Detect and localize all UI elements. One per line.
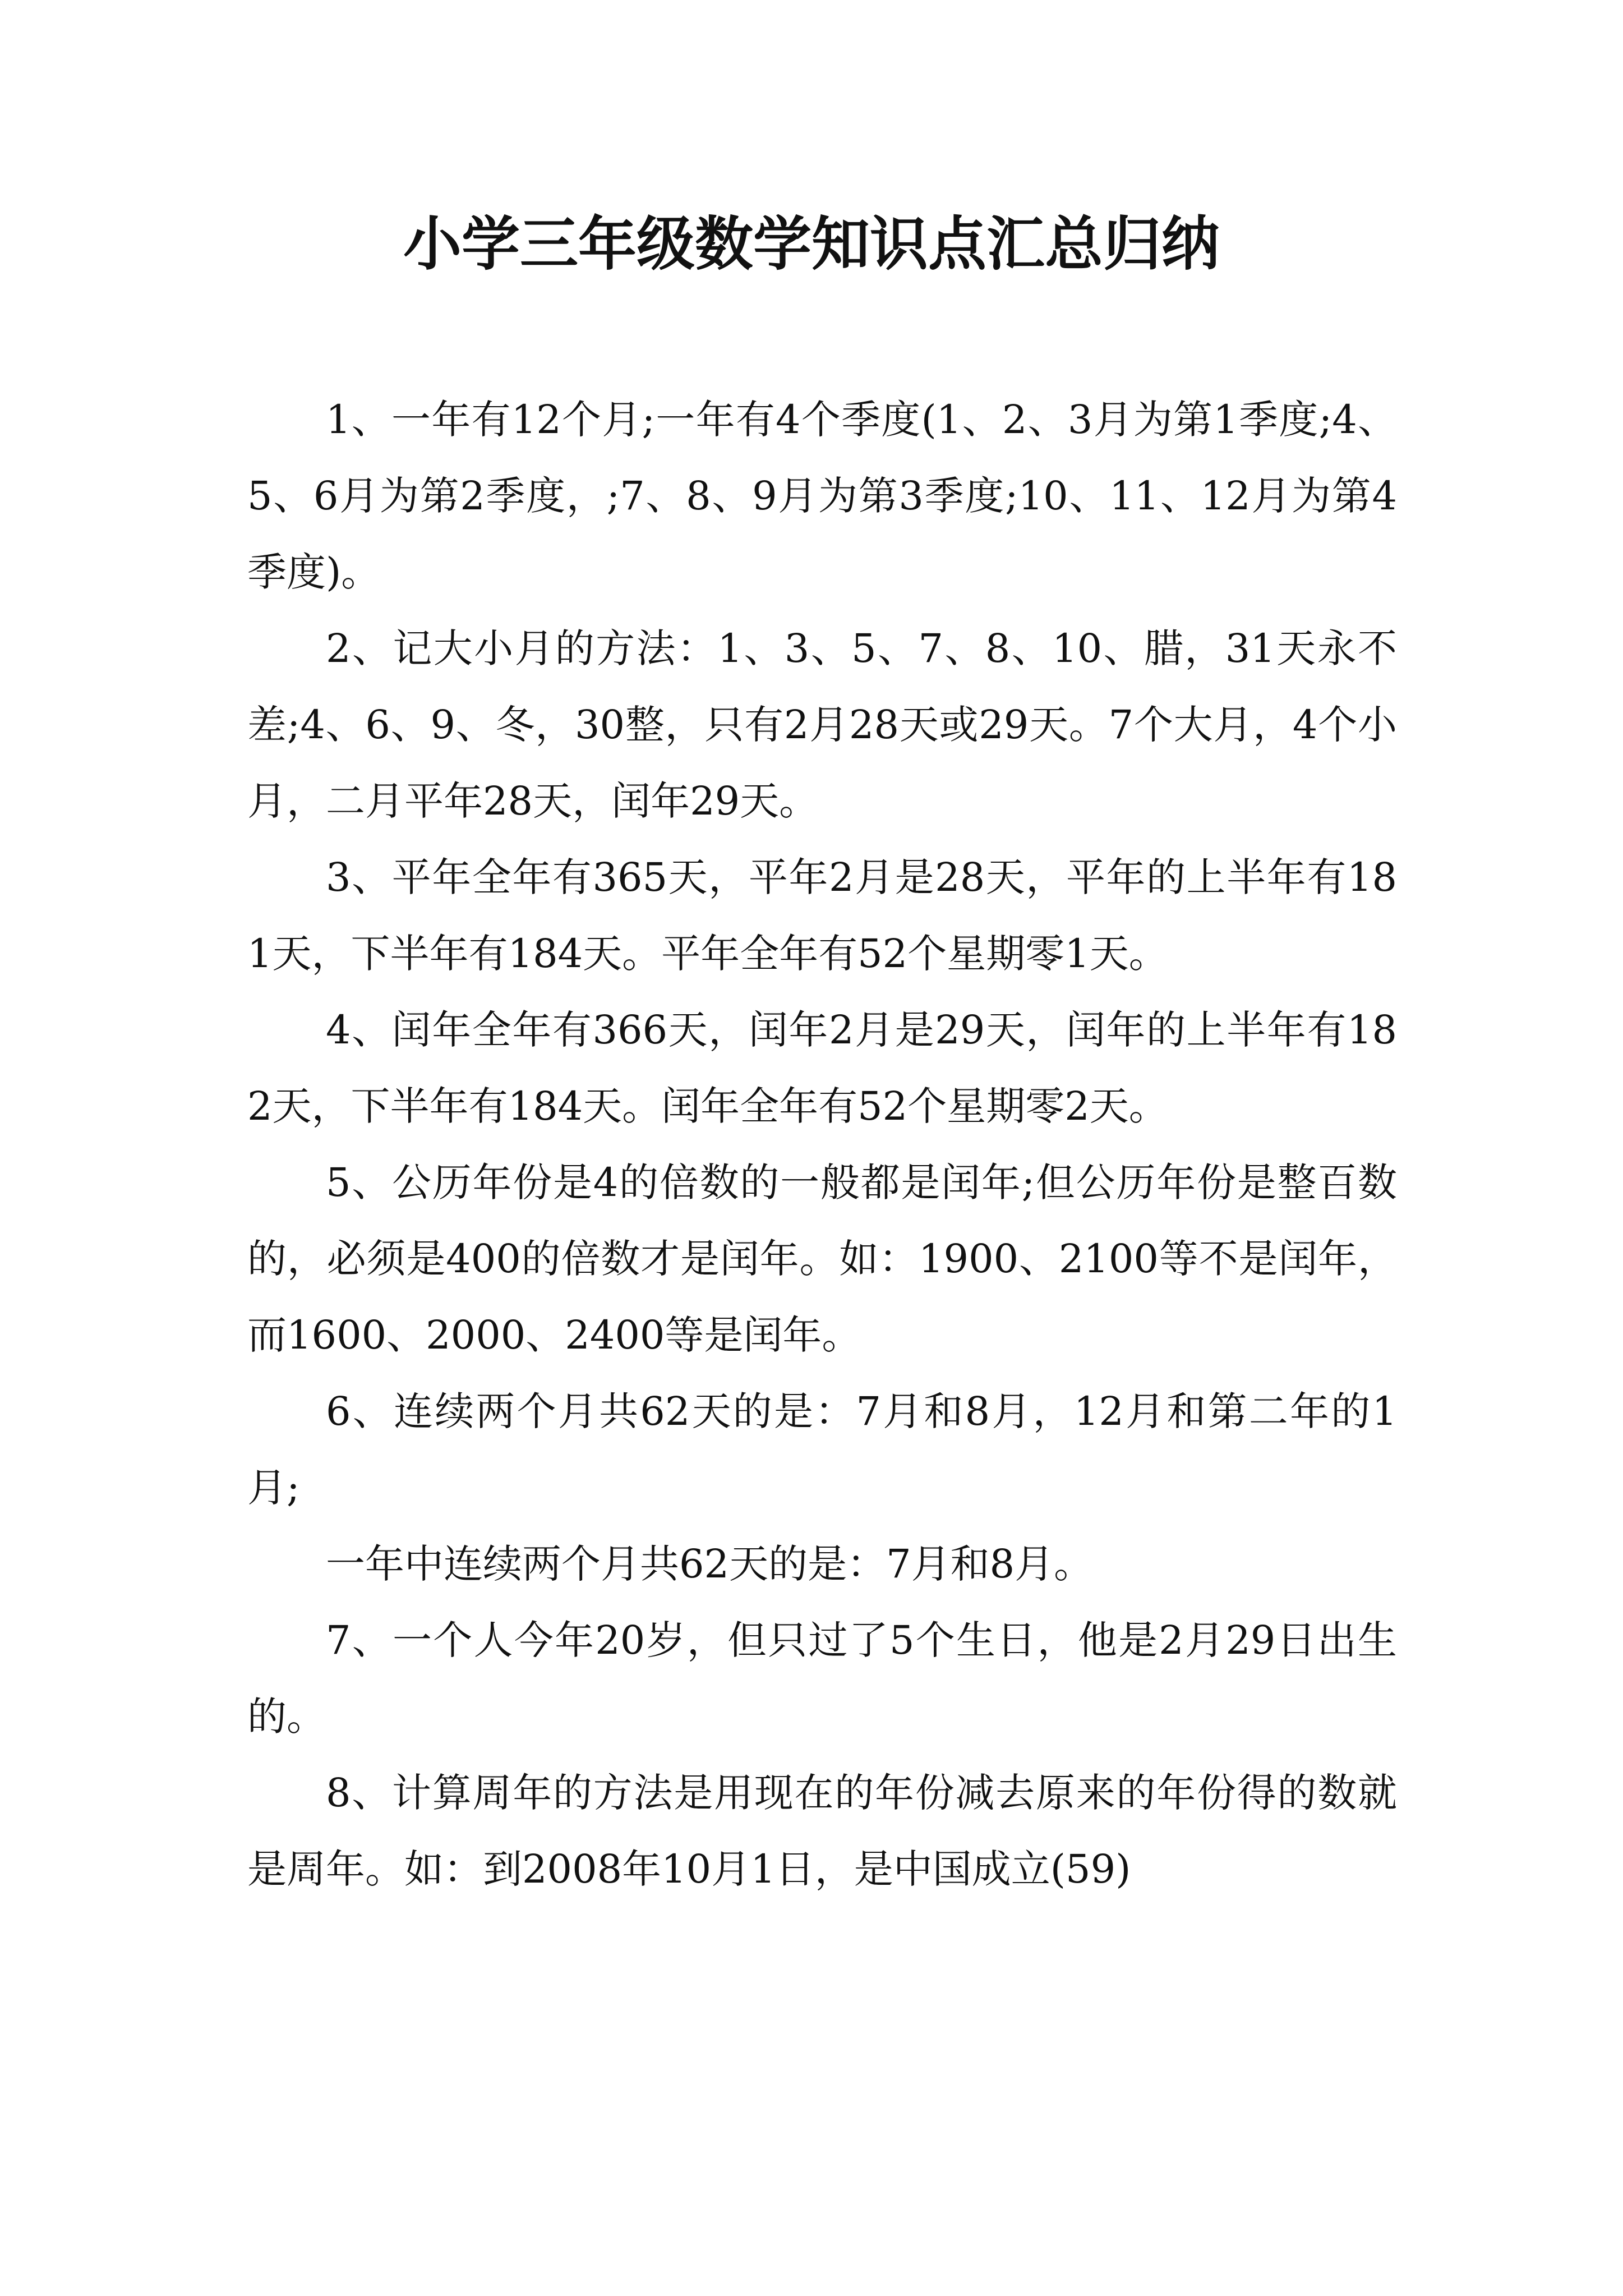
document-body [247, 381, 1397, 1907]
paragraph-7: 7、一个人今年20岁，但只过了5个生日，他是2月29日出生的。 [247, 1617, 1397, 1740]
paragraph-6: 6、连续两个月共62天的是：7月和8月，12月和第二年的1月; [247, 1388, 1397, 1511]
paragraph-5: 5、公历年份是4的倍数的一般都是闰年;但公历年份是整百数的，必须是400的倍数才是闰年。如：1900、2100等不是闰年，而1600、2000、2400等是闰年。 [247, 1159, 1397, 1358]
paragraph-8: 8、计算周年的方法是用现在的年份减去原来的年份得的数就是周年。如：到2008年10月1日，是中国成立(59) [247, 1770, 1397, 1892]
paragraph-6-note: 一年中连续两个月共62天的是：7月和8月。 [326, 1541, 1094, 1587]
paragraph-1: 1、一年有12个月;一年有4个季度(1、2、3月为第1季度;4、5、6月为第2季度，;7、8、9月为第3季度;10、11、12月为第4季度)。 [247, 397, 1397, 595]
paragraph-3: 3、平年全年有365天，平年2月是28天，平年的上半年有181天，下半年有184天。平年全年有52个星期零1天。 [247, 854, 1397, 977]
document-title: 小学三年级数学知识点汇总归纳 [403, 209, 1220, 278]
paragraph-4: 4、闰年全年有366天，闰年2月是29天，闰年的上半年有182天，下半年有184天。闰年全年有52个星期零2天。 [247, 1007, 1397, 1129]
paragraph-2: 2、记大小月的方法：1、3、5、7、8、10、腊，31天永不差;4、6、9、冬，30整，只有2月28天或29天。7个大月，4个小月，二月平年28天，闰年29天。 [247, 625, 1397, 824]
